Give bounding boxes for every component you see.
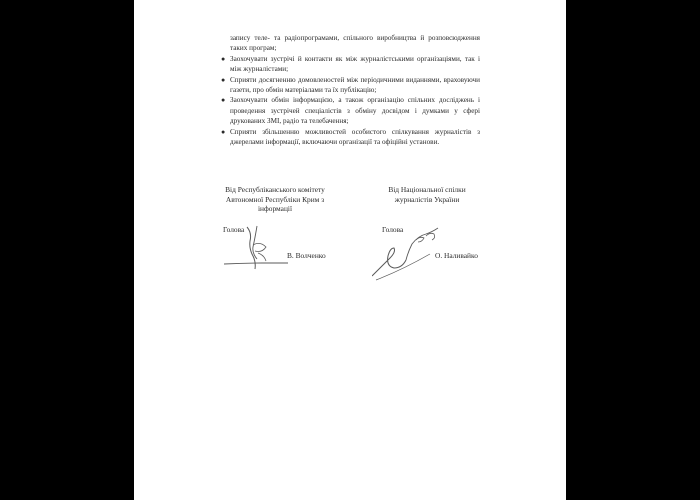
- document-body: [221, 33, 480, 147]
- document-page: [134, 0, 566, 500]
- left-signature-image: [222, 223, 294, 271]
- left-signatory-org: Від Республіканського комітету Автономної Республіки Крим з інформації: [225, 185, 325, 214]
- list-item-text: Заохочувати зустрічі й контакти як між журналістськими організаціями, так і між журналістами;: [230, 54, 480, 74]
- list-item: [221, 75, 480, 96]
- bullet-icon: ●: [221, 127, 226, 136]
- signature-icon: [372, 218, 444, 284]
- left-signatory-role: Голова: [223, 225, 245, 234]
- list-item: [221, 95, 480, 126]
- list-item: [221, 54, 480, 75]
- left-signatory-name: В. Волченко: [287, 251, 326, 260]
- bullet-icon: ●: [221, 96, 226, 105]
- list-item-text: Сприяти досягненню домовленостей між періодичними виданнями, враховуючи газети, про обмін матеріалами та їх публікацію;: [230, 75, 480, 95]
- right-signature-image: [372, 218, 444, 284]
- right-signatory-role: Голова: [382, 225, 404, 234]
- continuation-text: запису теле- та радіопрограмами, спільного виробництва й розповсюдження таких програм;: [230, 34, 480, 53]
- list-item: [221, 127, 480, 148]
- list-item-text: Заохочувати обмін інформацією, а також організацію спільних досліджень і проведення зустрічей спеціалістів з обміну досвідом і думками у сфері друкованих ЗМІ, радіо та телебачення;: [230, 96, 480, 126]
- list-item-text: Сприяти збільшенню можливостей особистого спілкування журналістів з джерелами інформації, включаючи організації та офіційні установи.: [230, 127, 480, 147]
- bullet-list: [221, 54, 480, 148]
- bullet-icon: ●: [221, 75, 226, 84]
- right-signatory-org: Від Національної спілки журналістів України: [388, 185, 466, 204]
- bullet-icon: ●: [221, 54, 226, 63]
- right-signatory-name: О. Наливайко: [435, 251, 478, 260]
- signature-icon: [222, 223, 294, 271]
